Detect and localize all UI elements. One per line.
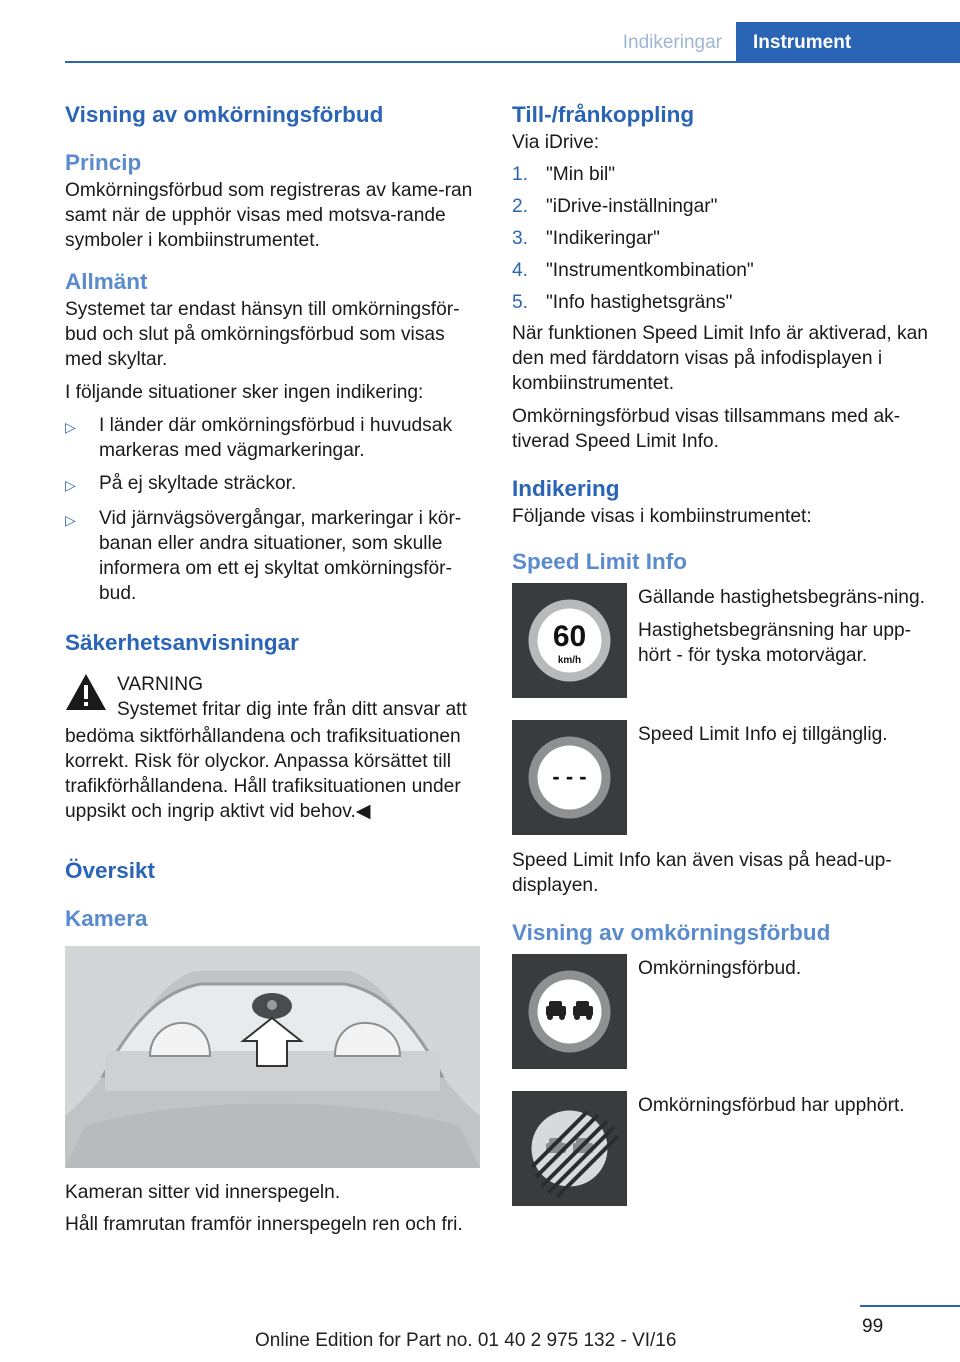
bullet-text: Vid järnvägsövergångar, markeringar i kör‐banan eller andra situationer, som skulle informera om ett ej skyltat omkörningsför‐bud. [99,508,462,604]
step-text: "iDrive-inställningar" [546,196,718,217]
sign-row-60 [512,583,932,708]
step-text: "Instrumentkombination" [546,260,754,281]
warning-line-1: Systemet fritar dig inte från ditt ansvar att [117,699,467,720]
indikering-heading: Indikering [512,476,620,501]
camera-caption-1: Kameran sitter vid innerspegeln. [65,1182,341,1203]
princip-text: Omkörningsförbud som registreras av kame‐ran samt när de upphör visas med motsva‐rande symboler i kombiinstrumentet. [65,180,473,251]
allmant-heading: Allmänt [65,269,148,294]
tillfran-heading: Till-/frånkoppling [512,102,695,127]
car-interior-drawing [65,946,480,1168]
sign-dash-symbol: - - - [552,764,587,789]
step-number: 4. [512,260,529,281]
bullet-marker-icon: ▷ [65,477,76,493]
footer-rule [860,1305,960,1307]
warning-body: bedöma siktförhållandena och trafiksituationen korrekt. Risk för olyckor. Anpassa körsättet till trafikförhållandena. Håll trafiksituationen under uppsikt och ingrip aktivt vid behov.◀ [65,726,461,822]
camera-caption-2: Håll framrutan framför innerspegeln ren och fri. [65,1214,463,1235]
kamera-heading: Kamera [65,906,148,931]
step-number: 1. [512,164,529,185]
overtake-info-text: Omkörningsförbud visas tillsammans med ak‐tiverad Speed Limit Info. [512,406,901,452]
bullet-marker-icon: ▷ [65,419,76,435]
step-number: 5. [512,292,529,313]
camera-illustration [65,946,480,1168]
section-title: Visning av omkörningsförbud [65,102,384,127]
speed-limit-info-heading: Speed Limit Info [512,549,688,574]
speed-limit-60-icon [512,583,627,698]
left-column [65,100,483,1237]
end-overtake-text: Omkörningsförbud har upphört. [638,1095,905,1116]
indikering-text: Följande visas i kombiinstrumentet: [512,506,812,527]
sign-row-end-overtake [512,1091,932,1216]
step-number: 2. [512,196,529,217]
sign-60-unit: km/h [557,655,582,666]
speed-limit-unavailable-icon [512,720,627,835]
sign-row-no-overtake [512,954,932,1079]
list-item [512,226,932,251]
warning-box [65,672,483,824]
sign-60-number: 60 [552,620,587,653]
step-text: "Info hastighetsgräns" [546,292,733,313]
safety-heading: Säkerhetsanvisningar [65,630,299,655]
bullet-item [65,471,483,498]
list-item [512,290,932,315]
tab-instrument[interactable]: Instrument [736,22,960,62]
visning-heading: Visning av omkörningsförbud [512,920,831,945]
right-column [512,100,932,1216]
header-tabs [623,22,960,62]
step-text: "Min bil" [546,164,616,185]
warning-triangle-icon [65,672,107,712]
step-number: 3. [512,228,529,249]
bullet-item [65,506,483,606]
tab-indikeringar[interactable]: Indikeringar [622,32,722,53]
princip-heading: Princip [65,150,142,175]
sign-60-text-2: Hastighetsbegränsning har upp‐hört - för tyska motorvägar. [638,620,912,666]
header-rule [65,61,960,63]
steps-list [512,162,932,315]
list-item [512,258,932,283]
speed-limit-info-text: När funktionen Speed Limit Info är aktiverad, kan den med färddatorn visas på infodisplayen i kombiinstrumentet. [512,323,928,394]
bullet-item [65,413,483,463]
allmant-text-1: Systemet tar endast hänsyn till omkörningsför‐bud och slut på omkörningsförbud som visas med skyltar. [65,299,460,370]
page-number: 99 [862,1316,884,1337]
allmant-text-2: I följande situationer sker ingen indikering: [65,382,424,403]
oversikt-heading: Översikt [65,858,156,883]
warning-title: VARNING [117,674,203,695]
no-overtake-text: Omkörningsförbud. [638,958,802,979]
bullet-text: I länder där omkörningsförbud i huvudsak markeras med vägmarkeringar. [99,415,453,461]
bullet-text: På ej skyltade sträckor. [99,473,297,494]
hud-text: Speed Limit Info kan även visas på head-up-displayen. [512,850,892,896]
sign-60-text-1: Gällande hastighetsbegräns‐ning. [638,587,925,608]
no-overtaking-icon [512,954,627,1069]
sign-row-unavailable [512,720,932,848]
end-no-overtaking-icon [512,1091,627,1206]
via-idrive-text: Via iDrive: [512,132,600,153]
step-text: "Indikeringar" [546,228,660,249]
footer-edition-text: Online Edition for Part no. 01 40 2 975 132 - VI/16 [255,1330,677,1351]
list-item [512,194,932,219]
sign-unavailable-text: Speed Limit Info ej tillgänglig. [638,724,888,745]
list-item [512,162,932,187]
bullet-marker-icon: ▷ [65,512,76,528]
